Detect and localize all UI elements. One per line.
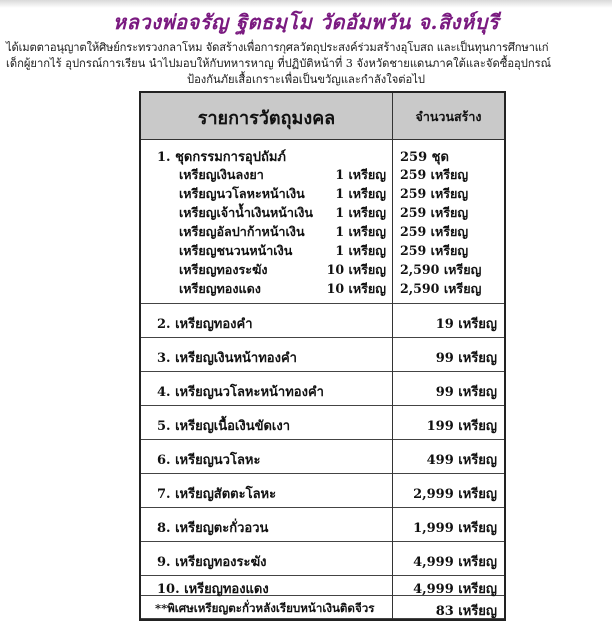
table-row	[141, 440, 504, 474]
row-quantity: 19 เหรียญ	[435, 317, 497, 332]
intro-line-2: เด็กผู้ยากไร้ อุปกรณ์การเรียน นำไปมอบให้กับทหารหาญ ที่ปฏิบัติหน้าที่ 3 จังหวัดชายแดนภาคใต้และจัดซื้ออุปกรณ์	[6, 57, 552, 70]
table-row	[141, 338, 504, 372]
row-item: 10. เหรียญทองแดง	[157, 582, 269, 597]
row-quantity: 2,999 เหรียญ	[413, 487, 497, 502]
row-item: 3. เหรียญเงินหน้าทองคำ	[157, 351, 297, 366]
table-row	[141, 508, 504, 542]
row-quantity: 99 เหรียญ	[435, 385, 497, 400]
column-divider	[392, 93, 393, 619]
set-item	[141, 222, 504, 240]
set-item-name: เหรียญทองระฆัง	[179, 262, 268, 277]
table-row	[141, 474, 504, 508]
set-item-name: เหรียญอัลปาก้าหน้าเงิน	[179, 224, 305, 239]
row-quantity: 199 เหรียญ	[426, 419, 497, 434]
set-item-name: เหรียญนวโลหะหน้าเงิน	[179, 186, 305, 201]
set-quantity: 259 ชุด	[400, 150, 449, 165]
set-item-per-set: 1 เหรียญ	[335, 186, 386, 201]
set-item-quantity: 259 เหรียญ	[400, 205, 469, 220]
set-item-quantity: 259 เหรียญ	[400, 224, 469, 239]
table-header	[141, 93, 504, 140]
row-item: 4. เหรียญนวโลหะหน้าทองคำ	[157, 385, 324, 400]
set-item	[141, 203, 504, 221]
column-header-quantity: จำนวนสร้าง	[415, 109, 482, 124]
set-item-per-set: 1 เหรียญ	[335, 167, 386, 182]
set-item-name: เหรียญชนวนหน้าเงิน	[179, 243, 293, 258]
set-item	[141, 184, 504, 202]
table-row-special	[141, 596, 504, 619]
page-title: หลวงพ่อจรัญ ฐิตธมฺโม วัดอัมพวัน จ.สิงห์บุรี	[112, 10, 500, 34]
row-item: 5. เหรียญเนื้อเงินขัดเงา	[157, 419, 291, 434]
amulet-table	[139, 91, 506, 621]
set-title: 1. ชุดกรรมการอุปถัมภ์	[157, 150, 286, 165]
set-item-name: เหรียญเจ้าน้ำเงินหน้าเงิน	[179, 205, 314, 220]
intro-line-3: ป้องกันภัยเสื้อเกราะเพื่อเป็นขวัญและกำลังใจต่อไป	[186, 73, 426, 86]
table-row	[141, 304, 504, 338]
row-quantity: 4,999 เหรียญ	[413, 555, 497, 570]
set-item-per-set: 1 เหรียญ	[335, 205, 386, 220]
set-item-quantity: 259 เหรียญ	[400, 243, 469, 258]
table-row	[141, 576, 504, 596]
row-quantity: 99 เหรียญ	[435, 351, 497, 366]
set-item-quantity: 2,590 เหรียญ	[400, 281, 482, 296]
row-quantity: 499 เหรียญ	[426, 453, 497, 468]
set-item-per-set: 1 เหรียญ	[335, 243, 386, 258]
set-item-name: เหรียญทองแดง	[179, 281, 261, 296]
row-item: 8. เหรียญตะกั่วอวน	[157, 521, 269, 536]
row-quantity: 1,999 เหรียญ	[413, 521, 497, 536]
row-quantity: 4,999 เหรียญ	[413, 582, 497, 597]
row-quantity: 83 เหรียญ	[435, 604, 497, 619]
row-item: 9. เหรียญทองระฆัง	[157, 555, 267, 570]
set-item-name: เหรียญเงินลงยา	[179, 167, 264, 182]
set-item	[141, 260, 504, 278]
table-row	[141, 406, 504, 440]
table-row-set	[141, 140, 504, 304]
table-row	[141, 372, 504, 406]
set-item-quantity: 2,590 เหรียญ	[400, 262, 482, 277]
row-item: 7. เหรียญสัตตะโลหะ	[157, 487, 277, 502]
row-item: 2. เหรียญทองคำ	[157, 317, 253, 332]
set-item-quantity: 259 เหรียญ	[400, 186, 469, 201]
row-item: 6. เหรียญนวโลหะ	[157, 453, 261, 468]
set-item-per-set: 10 เหรียญ	[326, 281, 386, 296]
set-item-per-set: 10 เหรียญ	[326, 262, 386, 277]
table-row	[141, 542, 504, 576]
intro-paragraph	[6, 40, 606, 88]
set-item	[141, 241, 504, 259]
set-item	[141, 165, 504, 183]
set-item-quantity: 259 เหรียญ	[400, 167, 469, 182]
set-item-per-set: 1 เหรียญ	[335, 224, 386, 239]
intro-line-1: ได้เมตตาอนุญาตให้ศิษย์กระทรวงกลาโหม จัดสร้างเพื่อการกุศลวัตถุประสงค์ร่วมสร้างอุโบสถ และเป็นทุนการศึกษาแก่	[6, 41, 549, 54]
set-item	[141, 279, 504, 297]
column-header-item: รายการวัตถุมงคล	[197, 108, 336, 129]
row-item: **พิเศษเหรียญตะกั่วหลังเรียบหน้าเงินติดจีวร	[155, 601, 375, 615]
